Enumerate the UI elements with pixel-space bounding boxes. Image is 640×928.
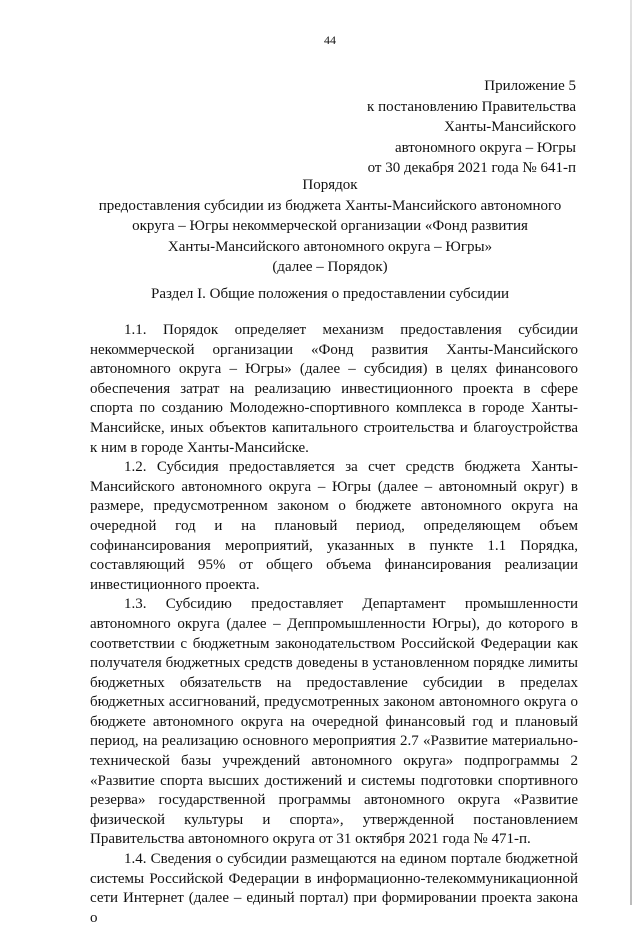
- appendix-line: автономного округа – Югры: [394, 139, 576, 156]
- title-line: предоставления субсидии из бюджета Ханты-Мансийского автономного: [98, 197, 562, 214]
- appendix-line: от 30 декабря 2021 года № 641-п: [367, 160, 576, 176]
- appendix-line: Ханты-Мансийского: [444, 119, 576, 135]
- paragraph-1-3: 1.3. Субсидию предоставляет Департамент промышленности автономного округа (далее – Деппромышленности Югры), до которого в соответствии с бюджетным законодательством Российской Федерации как получателя бюджетных средств доведены в установленном порядке лимиты бюджетных обязательств на предоставление субсидии в пределах бюджетных ассигнований, предусмотренных законом автономного округа о бюджете автономного округа на очередной финансовый год и плановый период, на реализацию основного мероприятия 2.7 «Развитие материально-технической базы учреждений автономного округа» подпрограммы 2 «Развитие спорта высших достижений и системы подготовки спортивного резерва» государственной программы автономного округа «Развитие физической культуры и спорта», утвержденной постановлением Правительства автономного округа от 31 октября 2021 года № 471-п.: [90, 596, 578, 848]
- title-line: Ханты-Мансийского автономного округа – Югры»: [167, 238, 493, 255]
- paragraph-1-4: 1.4. Сведения о субсидии размещаются на едином портале бюджетной системы Российской Федерации в информационно-телекоммуникационной сети Интернет (далее – единый портал) при формировании проекта закона о: [90, 851, 578, 926]
- body-text: [90, 321, 578, 928]
- appendix-line: Приложение 5: [484, 78, 576, 94]
- appendix-block: [367, 76, 576, 179]
- title-line: округа – Югры некоммерческой организации «Фонд развития: [132, 218, 528, 234]
- paragraph-1-2: 1.2. Субсидия предоставляется за счет средств бюджета Ханты-Мансийского автономного округа – Югры (далее – автономный округ) в размере, предусмотренном законом о бюджете автономного округа на очередной год и на плановый период, определяющем объем софинансирования мероприятий, указанных в пункте 1.1 Порядка, составляющий 95% от общего объема финансирования реализации инвестиционного проекта.: [90, 459, 578, 593]
- section-heading: Раздел I. Общие положения о предоставлении субсидии: [150, 286, 509, 302]
- paragraph-1-1: 1.1. Порядок определяет механизм предоставления субсидии некоммерческой организации «Фонд развития Ханты-Мансийского автономного округа – Югры» (далее – субсидия) в целях финансового обеспечения затрат на реализацию инвестиционного проекта в сфере спорта по созданию Молодежно-спортивного комплекса в городе Ханты-Мансийске, иных объектов капитального строительства и благоустройства к ним в городе Ханты-Мансийске.: [90, 322, 578, 456]
- appendix-line: к постановлению Правительства: [367, 98, 576, 115]
- title-line: (далее – Порядок): [272, 259, 388, 275]
- scan-edge-line: [630, 0, 632, 905]
- document-title: [70, 175, 590, 278]
- title-line: Порядок: [302, 177, 358, 193]
- page-number: 44: [324, 33, 336, 47]
